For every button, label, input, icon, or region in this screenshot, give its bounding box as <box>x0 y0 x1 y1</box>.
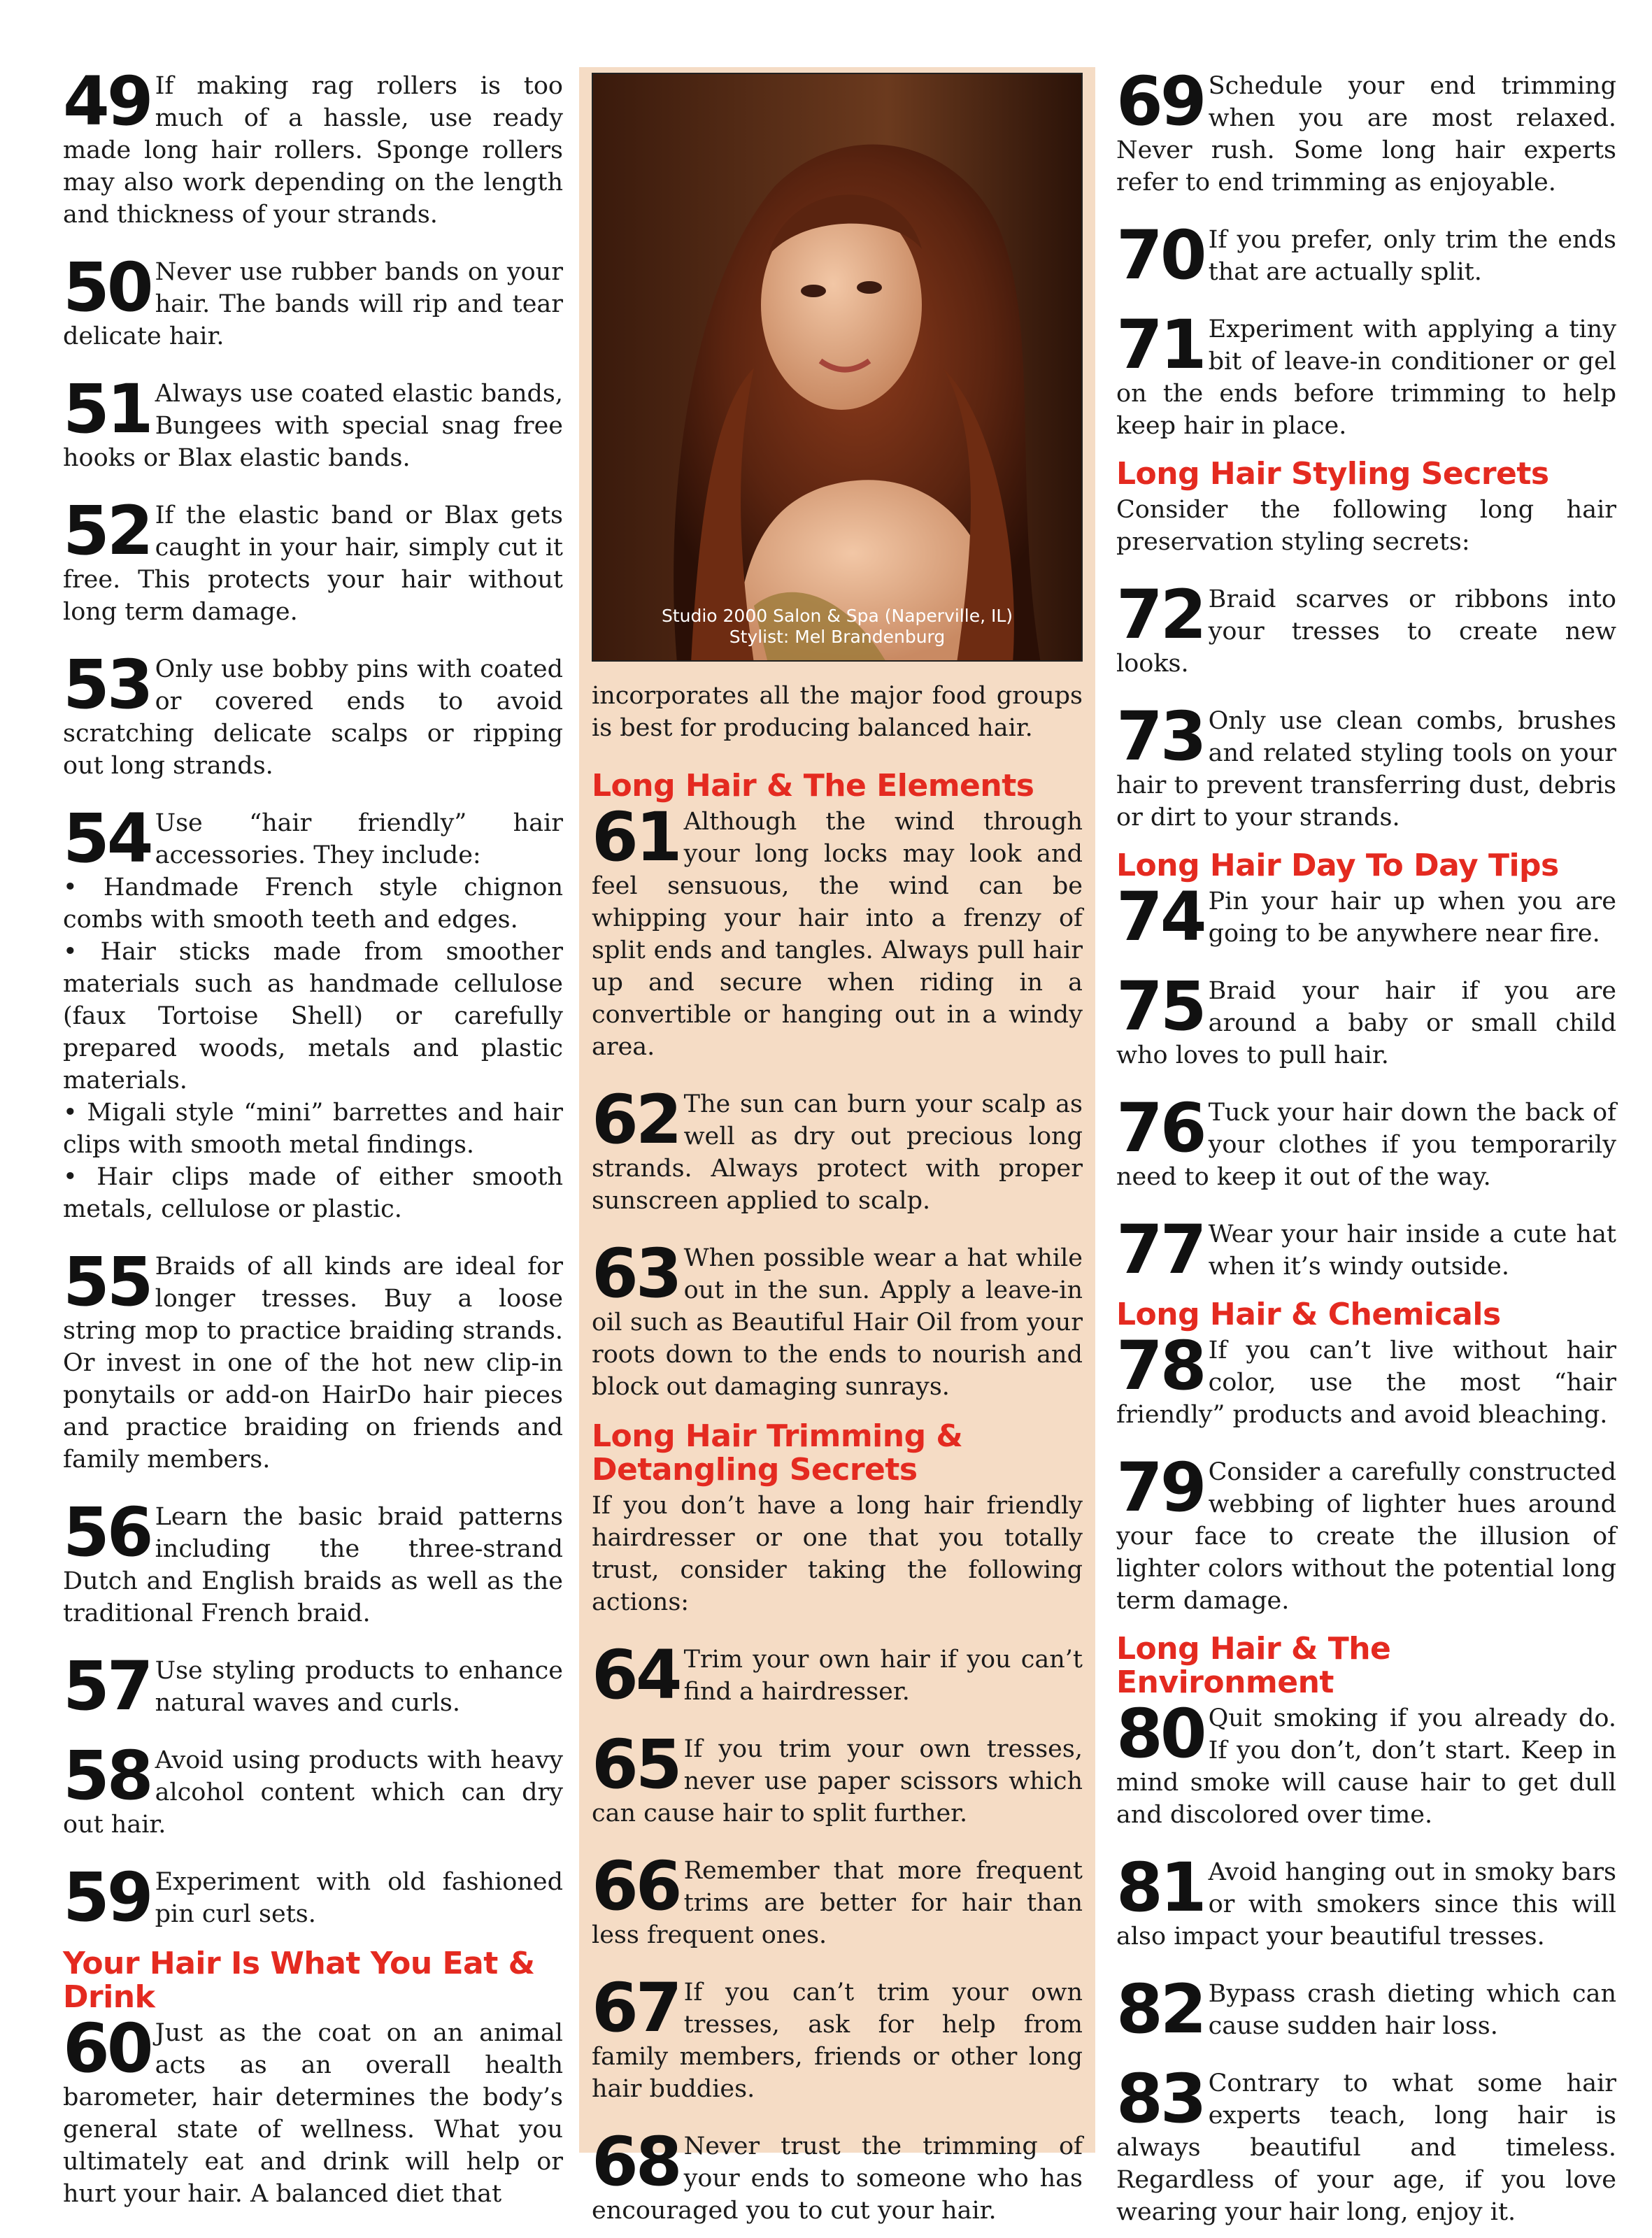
section-intro-trimming: If you don’t have a long hair friendly hairdresser or one that you totally trust, consider taking the following actions: <box>592 1492 1083 1616</box>
tip-text: Never use rubber bands on your hair. The bands will rip and tear delicate hair. <box>63 258 563 350</box>
tip-text: If you trim your own tresses, never use paper scissors which can cause hair to split further. <box>592 1735 1083 1827</box>
tip-70 <box>1116 216 1616 294</box>
tip-57 <box>63 1647 563 1725</box>
bullet-item: • Hair sticks made from smoother materials such as handmade cellulose (faux Tortoise Shell) or carefully prepared woods, metals and plastic materials. <box>63 938 563 1095</box>
continued-text: incorporates all the major food groups is best for producing balanced hair. <box>592 682 1083 742</box>
tip-text: Tuck your hair down the back of your clothes if you temporarily need to keep it out of the way. <box>1116 1099 1616 1191</box>
tip-text: Only use bobby pins with coated or covered ends to avoid scratching delicate scalps or ripping out long strands. <box>63 655 563 780</box>
column-right <box>1116 62 1616 2238</box>
column-middle-sidebar <box>579 67 1095 2225</box>
tip-49 <box>63 62 563 231</box>
tip-number: 68 <box>592 2123 680 2201</box>
tip-number: 75 <box>1116 967 1204 1046</box>
tip-77 <box>1116 1211 1616 1289</box>
tip-number: 55 <box>63 1243 151 1321</box>
tip-71 <box>1116 306 1616 442</box>
section-heading-trimming: Long Hair Trimming & Detangling Secrets <box>592 1418 963 1488</box>
tip-73 <box>1116 697 1616 834</box>
tip-text: Use styling products to enhance natural waves and curls. <box>155 1657 563 1717</box>
tip-text: If the elastic band or Blax gets caught in your hair, simply cut it free. This protects your hair without long term damage. <box>63 501 563 626</box>
tip-75 <box>1116 967 1616 1071</box>
tip-number: 49 <box>63 62 151 141</box>
bullet-item: • Handmade French style chignon combs with smooth teeth and edges. <box>63 874 563 934</box>
tip-text: Schedule your end trimming when you are most relaxed. Never rush. Some long hair experts refer to end trimming as enjoyable. <box>1116 72 1616 197</box>
tip-63 <box>592 1234 1083 1403</box>
tip-60 <box>63 2009 563 2210</box>
tip-text: Experiment with old fashioned pin curl sets. <box>155 1868 563 1928</box>
tip-78 <box>1116 1327 1616 1431</box>
tip-text: Braid your hair if you are around a baby or small child who loves to pull hair. <box>1116 977 1616 1069</box>
tip-text: Experiment with applying a tiny bit of leave-in conditioner or gel on the ends before trimming to help keep hair in place. <box>1116 315 1616 440</box>
caption-stylist: Stylist: Mel Brandenburg <box>729 627 946 647</box>
tip-text: Avoid hanging out in smoky bars or with smokers since this will also impact your beautiful tresses. <box>1116 1858 1616 1951</box>
tip-61 <box>592 798 1083 1063</box>
tip-52 <box>63 492 563 628</box>
tip-83 <box>1116 2060 1616 2228</box>
tip-58 <box>63 1737 563 1841</box>
tip-68 <box>592 2123 1083 2227</box>
tip-number: 76 <box>1116 1089 1204 1167</box>
tip-62 <box>592 1081 1083 1217</box>
tip-number: 79 <box>1116 1448 1204 1527</box>
column-left <box>63 62 563 2235</box>
caption-salon: Studio 2000 Salon & Spa (Naperville, IL) <box>661 606 1013 626</box>
tip-text: Braids of all kinds are ideal for longer tresses. Buy a loose string mop to practice braiding strands. Or invest in one of the hot new clip-in ponytails or add-on HairDo hair pieces and practice braiding on friends and family members. <box>63 1253 563 1474</box>
tip-text: When possible wear a hat while out in the sun. Apply a leave-in oil such as Beautiful Hair Oil from your roots down to the ends to nourish and block out damaging sunrays. <box>592 1244 1083 1401</box>
tip-69 <box>1116 62 1616 199</box>
tip-number: 52 <box>63 492 151 570</box>
section-heading-elements: Long Hair & The Elements <box>592 768 1034 804</box>
tip-number: 56 <box>63 1493 151 1571</box>
section-intro-styling: Consider the following long hair preservation styling secrets: <box>1116 496 1616 556</box>
tip-number: 77 <box>1116 1211 1204 1289</box>
tip-number: 67 <box>592 1969 680 2047</box>
tip-text: If you prefer, only trim the ends that are actually split. <box>1208 226 1616 286</box>
tip-number: 69 <box>1116 62 1204 141</box>
tip-number: 71 <box>1116 306 1204 384</box>
tip-number: 73 <box>1116 697 1204 776</box>
tip-text: Remember that more frequent trims are better for hair than less frequent ones. <box>592 1857 1083 1949</box>
tip-text: Trim your own hair if you can’t find a hairdresser. <box>683 1646 1083 1706</box>
tip-number: 82 <box>1116 1970 1204 2048</box>
tip-number: 70 <box>1116 216 1204 294</box>
bullet-item: • Hair clips made of either smooth metals, cellulose or plastic. <box>63 1163 563 1223</box>
tip-text: If making rag rollers is too much of a hassle, use ready made long hair rollers. Sponge rollers may also work depending on the length and thickness of your strands. <box>63 72 563 229</box>
tip-text: Use “hair friendly” hair accessories. They include: <box>155 809 563 869</box>
tip-number: 64 <box>592 1636 680 1714</box>
tip-text: If you can’t trim your own tresses, ask for help from family members, friends or other long hair buddies. <box>592 1979 1083 2103</box>
salon-photo <box>592 73 1083 662</box>
tip-text: Avoid using products with heavy alcohol content which can dry out hair. <box>63 1746 563 1839</box>
tip-number: 60 <box>63 2009 151 2088</box>
tip-number: 54 <box>63 799 151 878</box>
tip-number: 74 <box>1116 878 1204 956</box>
tip-text: Although the wind through your long locks may look and feel sensuous, the wind can be whipping your hair into a frenzy of split ends and tangles. Always pull hair up and secure when riding in a convertible or hanging out in a windy area. <box>592 808 1083 1061</box>
tip-76 <box>1116 1089 1616 1193</box>
tip-number: 62 <box>592 1081 680 1159</box>
tip-number: 61 <box>592 798 680 876</box>
tip-53 <box>63 646 563 782</box>
section-heading-environment: Long Hair & The Environment <box>1116 1631 1391 1700</box>
tip-number: 80 <box>1116 1695 1204 1773</box>
tip-number: 53 <box>63 646 151 724</box>
tip-number: 78 <box>1116 1327 1204 1405</box>
tip-81 <box>1116 1848 1616 1953</box>
tip-number: 50 <box>63 248 151 327</box>
tip-text: Contrary to what some hair experts teach, long hair is always beautiful and timeless. Regardless of your age, if you love wearing your hair long, enjoy it. <box>1116 2069 1616 2226</box>
tip-number: 57 <box>63 1647 151 1725</box>
tip-number: 63 <box>592 1234 680 1313</box>
tip-text: Quit smoking if you already do. If you don’t, don’t start. Keep in mind smoke will cause hair to get dull and discolored over time. <box>1116 1704 1616 1829</box>
tip-text: The sun can burn your scalp as well as dry out precious long strands. Always protect with proper sunscreen applied to scalp. <box>592 1090 1083 1215</box>
tip-number: 65 <box>592 1725 680 1804</box>
tip-text: Pin your hair up when you are going to be anywhere near fire. <box>1208 888 1616 948</box>
tip-82 <box>1116 1970 1616 2048</box>
tip-number: 72 <box>1116 576 1204 654</box>
section-heading-day-to-day: Long Hair Day To Day Tips <box>1116 848 1559 883</box>
tip-59 <box>63 1858 563 1937</box>
woman-portrait-image <box>593 74 1083 662</box>
tip-number: 59 <box>63 1858 151 1937</box>
tip-text: If you can’t live without hair color, use the most “hair friendly” products and avoid bleaching. <box>1116 1337 1616 1429</box>
photo-caption <box>593 606 1081 648</box>
tip-80 <box>1116 1695 1616 1831</box>
section-heading-styling: Long Hair Styling Secrets <box>1116 456 1549 492</box>
tip-67 <box>592 1969 1083 2105</box>
tip-number: 83 <box>1116 2060 1204 2138</box>
tip-number: 66 <box>592 1847 680 1925</box>
tip-text: Wear your hair inside a cute hat when it’s windy outside. <box>1208 1220 1616 1281</box>
tip-text: Consider a carefully constructed webbing of lighter hues around your face to create the illusion of lighter colors without the potential long term damage. <box>1116 1458 1616 1615</box>
tip-79 <box>1116 1448 1616 1617</box>
tip-number: 58 <box>63 1737 151 1815</box>
tip-text: Just as the coat on an animal acts as an overall health barometer, hair determines the body’s general state of wellness. What you ultimately eat and drink will help or hurt your hair. A balanced diet that <box>63 2019 563 2208</box>
tip-65 <box>592 1725 1083 1830</box>
tip-55 <box>63 1243 563 1476</box>
tip-text: Bypass crash dieting which can cause sudden hair loss. <box>1208 1980 1616 2040</box>
tip-74 <box>1116 878 1616 956</box>
tip-number: 51 <box>63 370 151 448</box>
tip-text: Learn the basic braid patterns including the three-strand Dutch and English braids as well as the traditional French braid. <box>63 1503 563 1627</box>
tip-54 <box>63 799 563 1225</box>
tip-72 <box>1116 576 1616 680</box>
tip-text: Braid scarves or ribbons into your tresses to create new looks. <box>1116 585 1616 678</box>
tip-50 <box>63 248 563 352</box>
tip-64 <box>592 1636 1083 1714</box>
bullet-item: • Migali style “mini” barrettes and hair clips with smooth metal findings. <box>63 1099 563 1159</box>
section-heading-eat-drink: Your Hair Is What You Eat & Drink <box>63 1946 535 2015</box>
tip-text: Always use coated elastic bands, Bungees with special snag free hooks or Blax elastic bands. <box>63 380 563 472</box>
tip-number: 81 <box>1116 1848 1204 1927</box>
tip-51 <box>63 370 563 474</box>
section-heading-chemicals: Long Hair & Chemicals <box>1116 1297 1501 1332</box>
tip-text: Only use clean combs, brushes and related styling tools on your hair to prevent transferring dust, debris or dirt to your strands. <box>1116 707 1616 832</box>
tip-text: Never trust the trimming of your ends to someone who has encouraged you to cut your hair. <box>592 2132 1083 2225</box>
tip-66 <box>592 1847 1083 1951</box>
tip-56 <box>63 1493 563 1630</box>
